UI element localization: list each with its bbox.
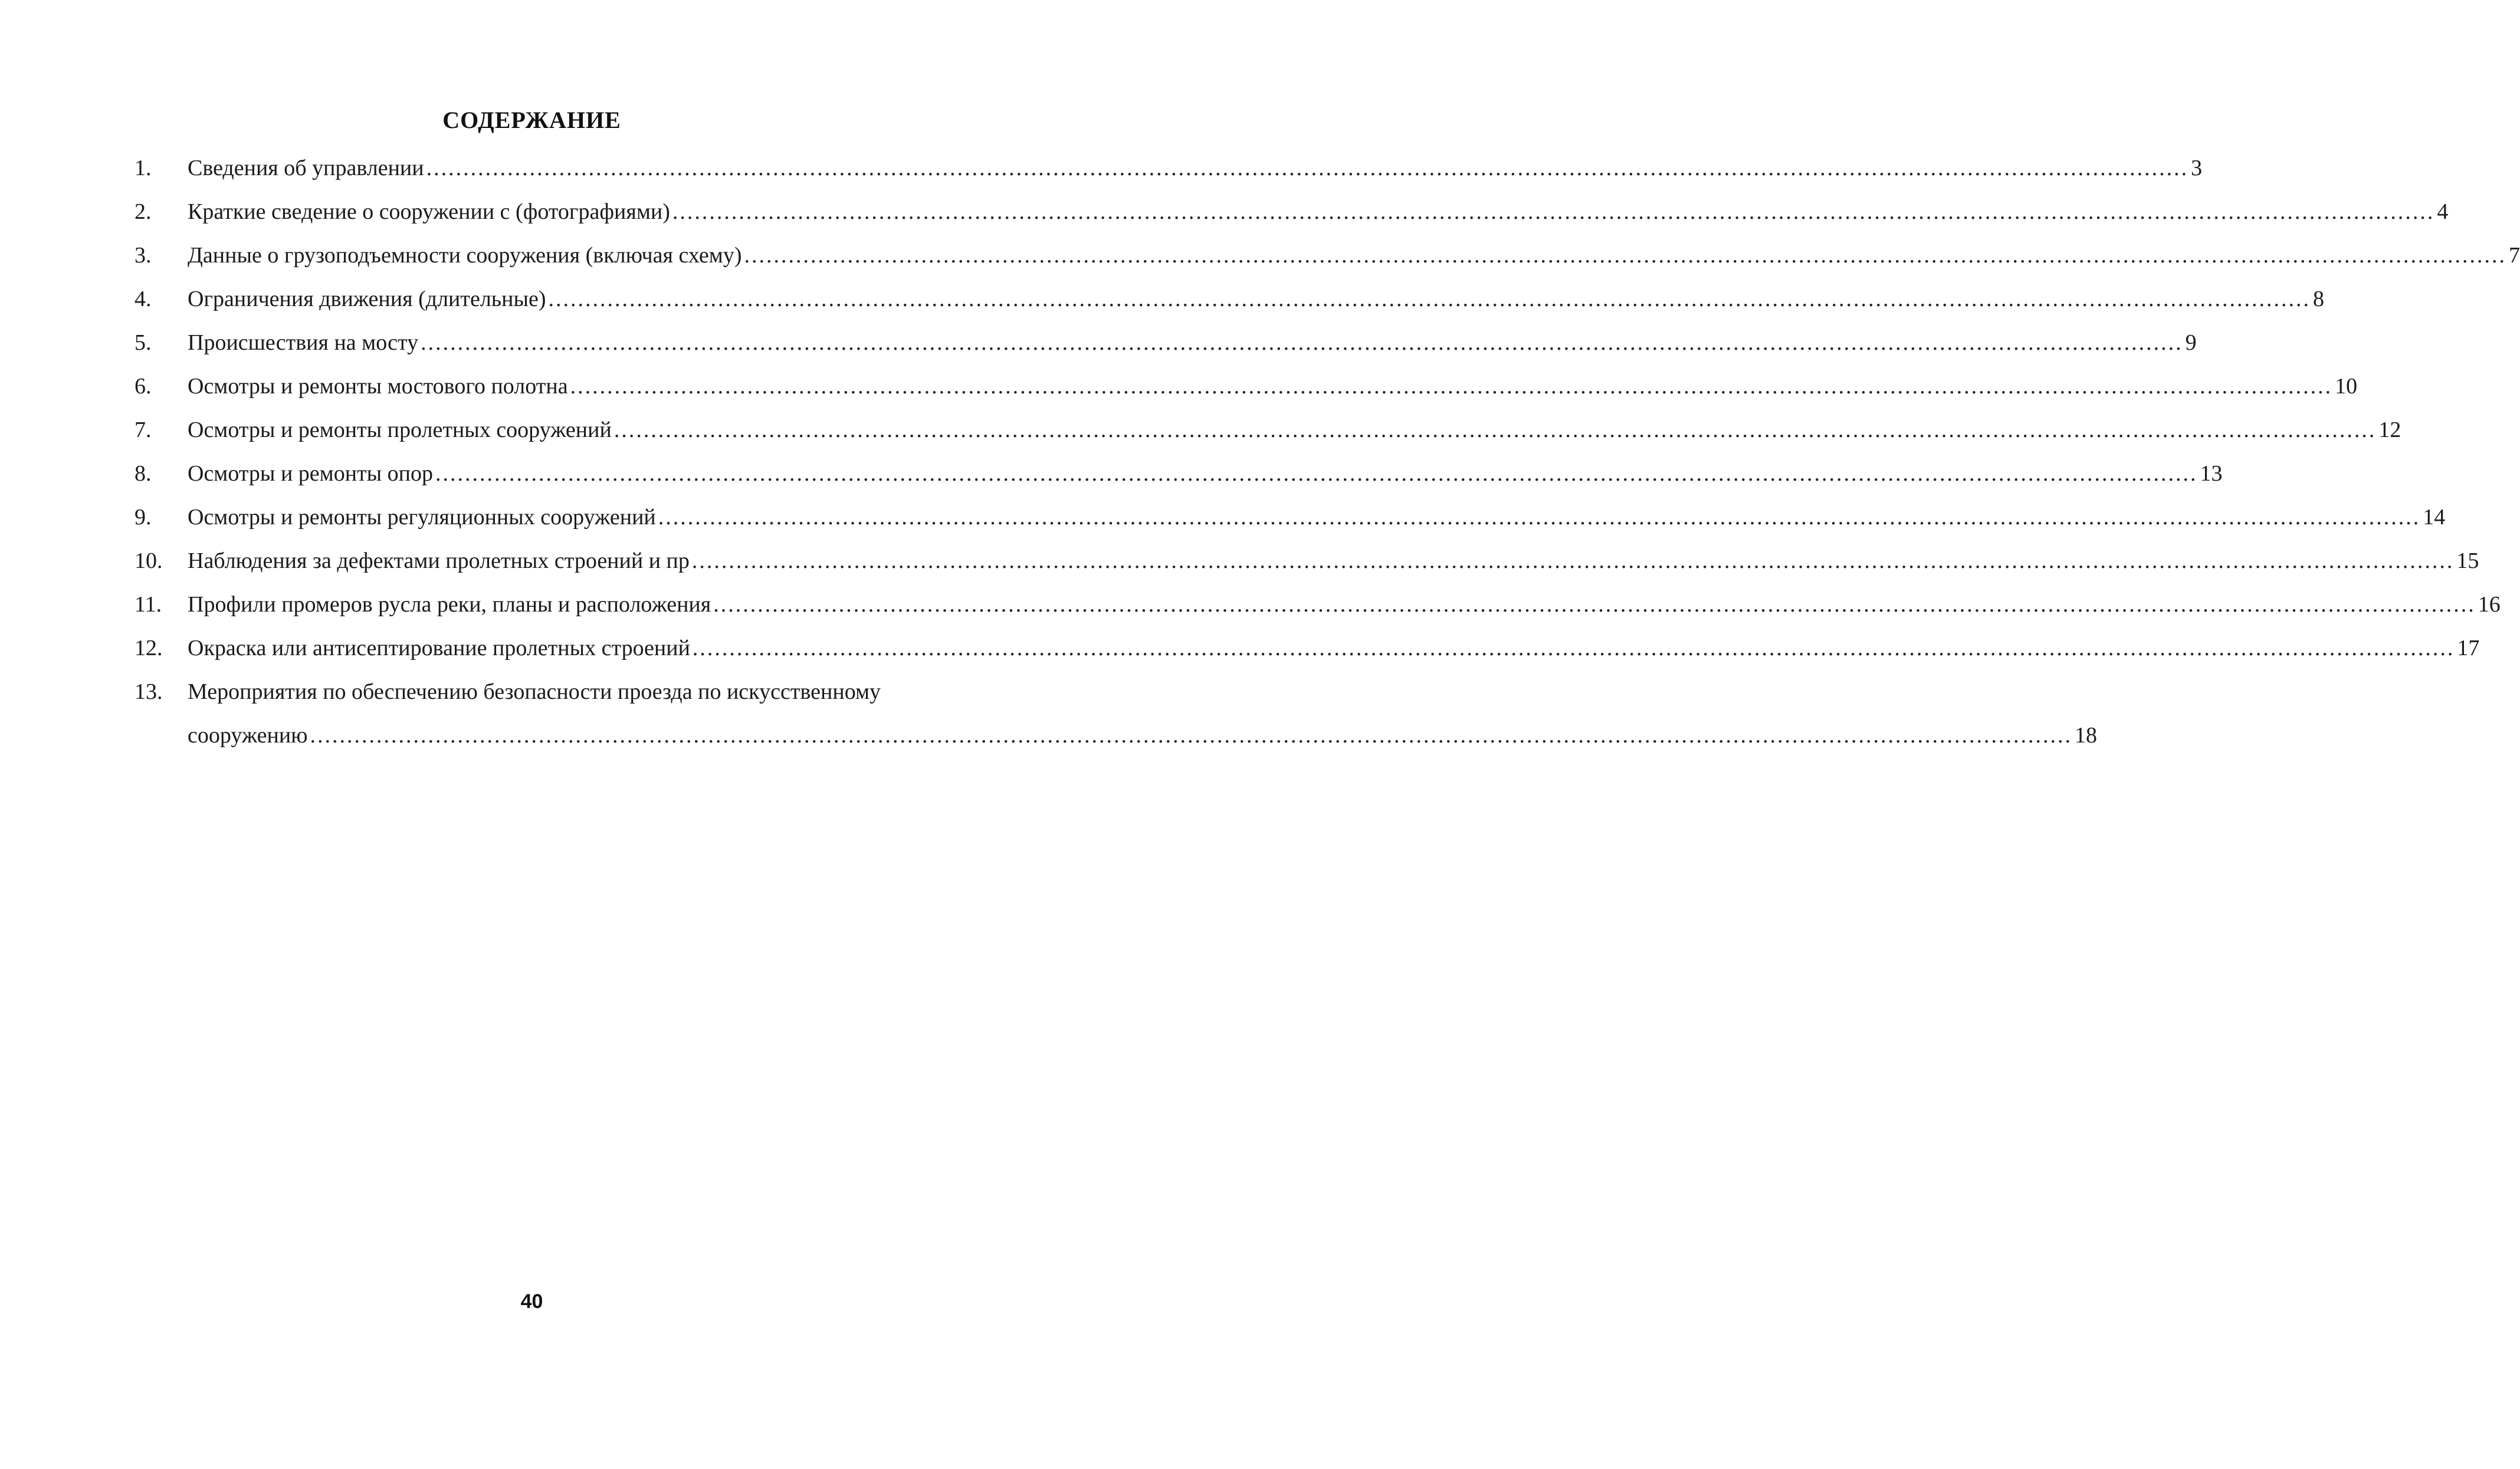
toc-item-text: Происшествия на мосту — [188, 330, 419, 355]
toc-item-page: 16 — [2478, 592, 2501, 617]
toc-item-number: 8. — [134, 461, 152, 486]
toc-item-7 — [134, 408, 2401, 452]
toc-item-text: Ограничения движения (длительные) — [188, 287, 546, 311]
toc-item-number: 5. — [134, 330, 152, 355]
toc-dot-leader — [744, 234, 2507, 277]
toc-item-12 — [134, 626, 2480, 670]
toc-dot-leader — [549, 277, 2311, 321]
toc-item-1 — [134, 146, 2203, 190]
toc-item-4 — [134, 277, 2325, 321]
toc-title: СОДЕРЖАНИЕ — [442, 107, 621, 133]
toc-item-text: Наблюдения за дефектами пролетных строений и пр — [188, 548, 690, 573]
toc-item-number: 6. — [134, 374, 152, 399]
toc-item-page: 13 — [2200, 461, 2223, 486]
toc-dot-leader — [310, 714, 2073, 757]
toc-item-6 — [134, 364, 2358, 408]
toc-item-line-1 — [134, 670, 972, 714]
toc-dot-leader — [426, 146, 2189, 190]
toc-item-page: 3 — [2191, 156, 2203, 180]
toc-item-text: Осмотры и ремонты пролетных сооружений — [188, 418, 612, 442]
toc-item-2 — [134, 190, 2449, 234]
toc-dot-leader — [614, 408, 2377, 452]
toc-dot-leader — [421, 321, 2183, 364]
toc-item-text: Осмотры и ремонты мостового полотна — [188, 374, 568, 399]
toc-dot-leader — [570, 364, 2333, 408]
toc-item-text: Мероприятия по обеспечению безопасности проезда по искусственному — [188, 679, 881, 704]
toc-item-text: Сведения об управлении — [188, 156, 424, 180]
toc-item-page: 18 — [2075, 723, 2098, 748]
toc-item-8 — [134, 452, 2223, 495]
toc-item-11 — [134, 583, 2501, 626]
toc-dot-leader — [435, 452, 2198, 495]
toc-item-page: 9 — [2185, 330, 2197, 355]
toc-item-number: 3. — [134, 243, 152, 268]
toc-item-page: 8 — [2313, 287, 2325, 311]
toc-item-text: Профили промеров русла реки, планы и расположения — [188, 592, 711, 617]
toc-item-page: 14 — [2423, 505, 2446, 530]
toc-item-line-2 — [134, 714, 2098, 757]
toc-item-number: 2. — [134, 199, 152, 224]
toc-item-number: 12. — [134, 636, 163, 660]
toc-item-text: Осмотры и ремонты опор — [188, 461, 434, 486]
toc-dot-leader — [672, 190, 2435, 234]
toc-item-number: 9. — [134, 505, 152, 530]
toc-dot-leader — [692, 539, 2455, 583]
toc-item-page: 4 — [2437, 199, 2449, 224]
toc-item-3 — [134, 234, 2520, 277]
toc-item-10 — [134, 539, 2479, 583]
page-number: 40 — [520, 1290, 543, 1313]
toc-item-number: 10. — [134, 548, 163, 573]
toc-item-text: Краткие сведение о сооружении с (фотографиями) — [188, 199, 670, 224]
toc-item-9 — [134, 495, 2446, 539]
toc-item-number: 4. — [134, 287, 152, 311]
toc-item-page: 12 — [2378, 418, 2401, 442]
toc-item-page: 15 — [2456, 548, 2479, 573]
toc-item-5 — [134, 321, 2197, 364]
toc-item-number: 11. — [134, 592, 162, 617]
toc-item-page: 17 — [2457, 636, 2480, 660]
toc-item-text: Осмотры и ремонты регуляционных сооружений — [188, 505, 656, 530]
toc-item-number: 7. — [134, 418, 152, 442]
toc-item-page: 10 — [2335, 374, 2358, 399]
toc-dot-leader — [658, 495, 2421, 539]
toc-item-text: Данные о грузоподъемности сооружения (включая схему) — [188, 243, 742, 268]
toc-item-page: 7 — [2509, 243, 2520, 268]
toc-dot-leader — [693, 626, 2455, 670]
toc-list — [134, 146, 2520, 757]
toc-item-number: 13. — [134, 679, 163, 704]
toc-item-text-continued: сооружению — [188, 723, 308, 748]
toc-item-text: Окраска или антисептирование пролетных строений — [188, 636, 690, 660]
toc-item-number: 1. — [134, 156, 152, 180]
toc-item-13 — [134, 670, 2098, 757]
toc-dot-leader — [713, 583, 2476, 626]
